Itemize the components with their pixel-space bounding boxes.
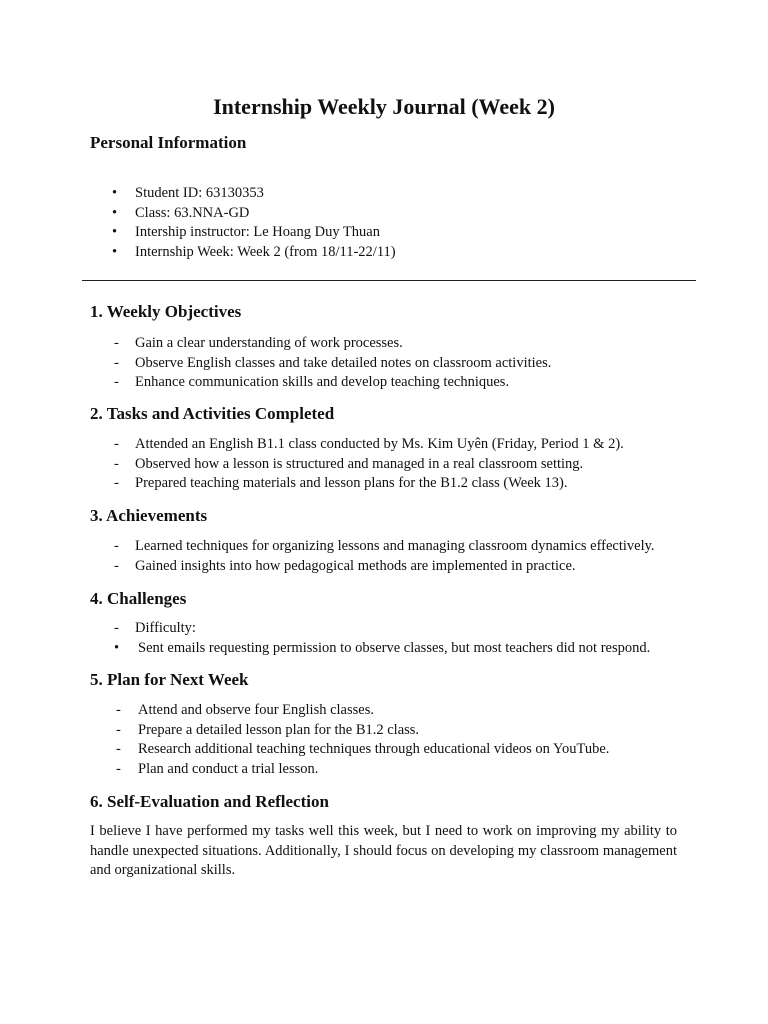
dash-icon: - <box>116 760 121 777</box>
section-heading-challenges: 4. Challenges <box>90 589 187 608</box>
list-item-text: Enhance communication skills and develop teaching techniques. <box>135 374 510 390</box>
dash-icon: - <box>114 475 119 491</box>
horizontal-divider <box>82 280 696 281</box>
section-heading-self-evaluation: 6. Self-Evaluation and Reflection <box>90 792 329 811</box>
list-item-text: Difficulty: <box>135 620 196 636</box>
list-item-text: Class: 63.NNA-GD <box>135 204 250 221</box>
bullet-icon: • <box>112 224 118 240</box>
section-heading-tasks-activities: 2. Tasks and Activities Completed <box>90 404 335 423</box>
list-item-text: Sent emails requesting permission to observe classes, but most teachers did not respond. <box>138 639 651 656</box>
bullet-icon: • <box>112 185 118 201</box>
dash-icon: - <box>116 702 121 718</box>
list-item-text: Plan and conduct a trial lesson. <box>138 760 319 777</box>
list-item-text: Research additional teaching techniques through educational videos on YouTube. <box>138 741 610 757</box>
list-item-text: Prepared teaching materials and lesson plans for the B1.2 class (Week 13). <box>135 475 568 491</box>
section-heading-weekly-objectives: 1. Weekly Objectives <box>90 302 242 321</box>
dash-icon: - <box>114 455 119 472</box>
list-item-text: Intership instructor: Le Hoang Duy Thuan <box>135 224 380 240</box>
list-item-text: Attended an English B1.1 class conducted by Ms. Kim Uyên (Friday, Period 1 & 2). <box>135 436 624 452</box>
section-heading-plan-next-week: 5. Plan for Next Week <box>90 670 249 689</box>
dash-icon: - <box>116 741 121 757</box>
dash-icon: - <box>114 354 119 371</box>
dash-icon: - <box>114 557 119 574</box>
dash-icon: - <box>114 538 119 554</box>
document-title: Internship Weekly Journal (Week 2) <box>213 94 555 119</box>
list-item-text: Observed how a lesson is structured and managed in a real classroom setting. <box>135 455 584 472</box>
list-item-text: Student ID: 63130353 <box>135 185 264 201</box>
list-item-text: Internship Week: Week 2 (from 18/11-22/11) <box>135 243 396 260</box>
bullet-icon: • <box>114 639 120 656</box>
personal-info-heading: Personal Information <box>90 133 247 152</box>
section-heading-achievements: 3. Achievements <box>90 506 208 525</box>
list-item-text: Gain a clear understanding of work processes. <box>135 335 403 351</box>
list-item-text: Attend and observe four English classes. <box>138 702 374 718</box>
list-item-text: Prepare a detailed lesson plan for the B1.2 class. <box>138 721 420 738</box>
list-item-text: Gained insights into how pedagogical methods are implemented in practice. <box>135 557 576 574</box>
bullet-icon: • <box>112 243 118 260</box>
list-item-text: Observe English classes and take detailed notes on classroom activities. <box>135 354 552 371</box>
dash-icon: - <box>114 436 119 452</box>
dash-icon: - <box>114 335 119 351</box>
dash-icon: - <box>116 721 121 738</box>
list-item-text: Learned techniques for organizing lessons and managing classroom dynamics effectively. <box>135 538 655 554</box>
bullet-icon: • <box>112 204 118 221</box>
dash-icon: - <box>114 374 119 390</box>
dash-icon: - <box>114 620 119 636</box>
reflection-paragraph: I believe I have performed my tasks well this week, but I need to work on improving my ability to handle unexpected situations. Additionally, I should focus on developing my classroom management and organizational skills. <box>90 823 677 878</box>
